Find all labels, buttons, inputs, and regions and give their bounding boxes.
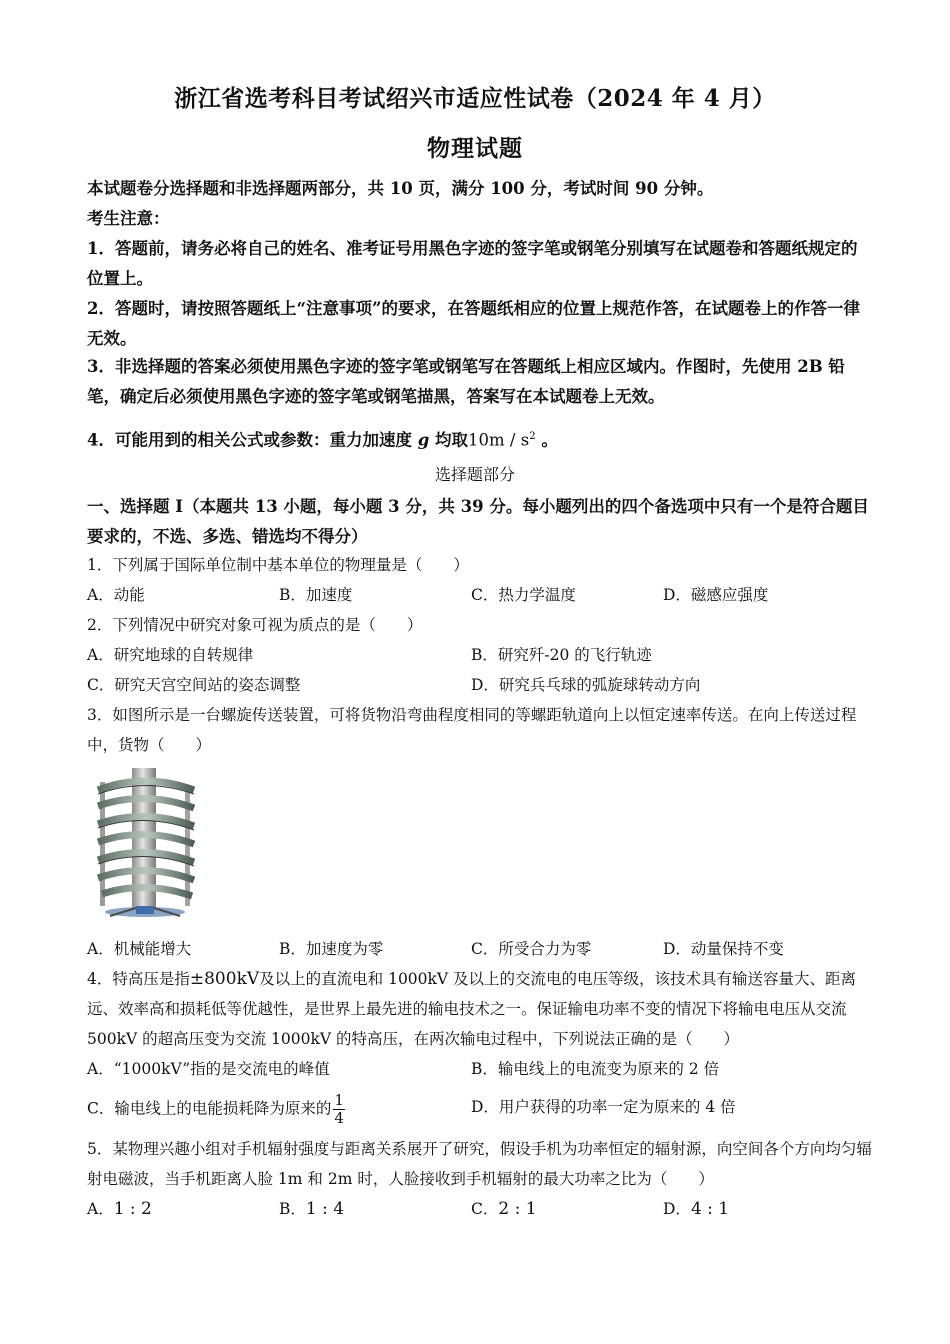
notice4-suffix: 。: [535, 430, 558, 450]
gravity-value: 10m / s: [468, 430, 530, 450]
q1-option-a: A．动能: [87, 586, 145, 604]
q4-option-d: D．用户获得的功率一定为原来的 4 倍: [471, 1098, 736, 1116]
q3-option-c: C．所受合力为零: [471, 940, 592, 958]
q5-option-d-value: 4 : 1: [690, 1199, 730, 1219]
q5-option-c-label: C．: [471, 1200, 499, 1218]
q4-options-row2: [87, 1088, 887, 1128]
notice-title: 考生注意：: [87, 209, 170, 228]
q4-options-row1: [87, 1054, 887, 1084]
q5-option-d-label: D．: [663, 1200, 691, 1218]
q1-option-d: D．磁感应强度: [663, 586, 769, 604]
q4-option-c: [87, 1092, 345, 1127]
q5-option-c: [471, 1194, 537, 1224]
intro-line: 本试题卷分选择题和非选择题两部分，共 10 页，满分 100 分，考试时间 90 分钟。: [87, 179, 714, 198]
q3-stem: 3．如图所示是一台螺旋传送装置，可将货物沿弯曲程度相同的等螺距轨道向上以恒定速率传送。在向上传送过程中，货物（ ）: [87, 706, 857, 754]
spiral-conveyor-image: [88, 768, 203, 920]
q4-option-b: B．输电线上的电流变为原来的 2 倍: [471, 1060, 720, 1078]
q4-voltage-dc: ±800kV: [189, 969, 260, 989]
q2-option-c: C．研究天宫空间站的姿态调整: [87, 676, 301, 694]
q5-stem: 5．某物理兴趣小组对手机辐射强度与距离关系展开了研究，假设手机为功率恒定的辐射源，向空间各个方向均匀辐射电磁波，当手机距离人脸 1m 和 2m 时，人脸接收到手机辐射的最大功率之比为（ ）: [87, 1140, 872, 1188]
q3-option-a: A．机械能增大: [87, 940, 192, 958]
part1-instructions: 一、选择题 I（本题共 13 小题，每小题 3 分，共 39 分。每小题列出的四个备选项中只有一个是符合题目要求的，不选、多选、错选均不得分）: [87, 497, 869, 546]
q1-option-c: C．热力学温度: [471, 586, 576, 604]
q3-option-d: D．动量保持不变: [663, 940, 784, 958]
q2-options-row1: [87, 640, 887, 670]
notice-item-2: 2．答题时，请按照答题纸上“注意事项”的要求，在答题纸相应的位置上规范作答，在试题卷上的作答一律无效。: [87, 299, 860, 348]
q4-option-a: A．“1000kV”指的是交流电的峰值: [87, 1060, 330, 1078]
notice4-prefix: 4．可能用到的相关公式或参数：重力加速度: [87, 430, 418, 450]
q1-option-b: B．加速度: [279, 586, 353, 604]
q3-options: [87, 934, 887, 964]
q4-fraction-denominator: 4: [334, 1109, 344, 1127]
notice-item-3: 3．非选择题的答案必须使用黑色字迹的签字笔或钢笔写在答题纸上相应区域内。作图时，先使用 2B 铅笔，确定后必须使用黑色字迹的签字笔或钢笔描黑，答案写在本试题卷上无效。: [87, 357, 845, 406]
notice-item-1: 1．答题前，请务必将自己的姓名、准考证号用黑色字迹的签字笔或钢笔分别填写在试题卷和答题纸规定的位置上。: [87, 239, 858, 288]
q5-option-d: [663, 1194, 729, 1224]
notice-item-4: [87, 422, 872, 456]
q2-stem: 2．下列情况中研究对象可视为质点的是（ ）: [87, 616, 423, 634]
notice4-middle: 均取: [429, 430, 469, 450]
q4-stem-start: 4．特高压是指: [87, 970, 190, 988]
exam-title: 浙江省选考科目考试绍兴市适应性试卷（2024 年 4 月）: [174, 85, 776, 112]
q4-stem-rest: 及以上的直流电和 1000kV 及以上的交流电的电压等级，该技术具有输送容量大、距离远、效率高和损耗低等优越性，是世界上最先进的输电技术之一。保证输电功率不变的情况下将输电电压从交流 500kV 的超高压变为交流 1000kV 的特高压，在两次输电过程中，下列说法正确的是（ ）: [87, 970, 857, 1048]
q5-option-a-value: 1 : 2: [113, 1199, 152, 1219]
section-title: 选择题部分: [434, 465, 515, 484]
q5-option-a: [87, 1194, 152, 1224]
q5-option-a-label: A．: [87, 1200, 114, 1218]
q4-option-c-text: C．输电线上的电能损耗降为原来的: [87, 1099, 332, 1118]
q5-option-b-value: 1 : 4: [305, 1199, 345, 1219]
q2-option-d: D．研究兵乓球的弧旋球转动方向: [471, 676, 701, 694]
gravity-symbol: g: [417, 430, 430, 450]
q2-options-row2: [87, 670, 887, 700]
q3-option-b: B．加速度为零: [279, 940, 384, 958]
subject-title: 物理试题: [427, 135, 523, 162]
q5-option-b: [279, 1194, 344, 1224]
q5-option-c-value: 2 : 1: [498, 1199, 537, 1219]
q2-option-b: B．研究歼-20 的飞行轨迹: [471, 646, 652, 664]
q1-stem: 1．下列属于国际单位制中基本单位的物理量是（ ）: [87, 556, 469, 574]
q2-option-a: A．研究地球的自转规律: [87, 646, 254, 664]
q4-fraction: [333, 1092, 345, 1127]
gravity-exponent: 2: [529, 431, 536, 442]
q5-options: [87, 1194, 887, 1224]
q4-fraction-numerator: 1: [334, 1091, 344, 1109]
q1-options: [87, 580, 887, 610]
q5-option-b-label: B．: [279, 1200, 306, 1218]
q4-stem: [87, 964, 872, 1054]
